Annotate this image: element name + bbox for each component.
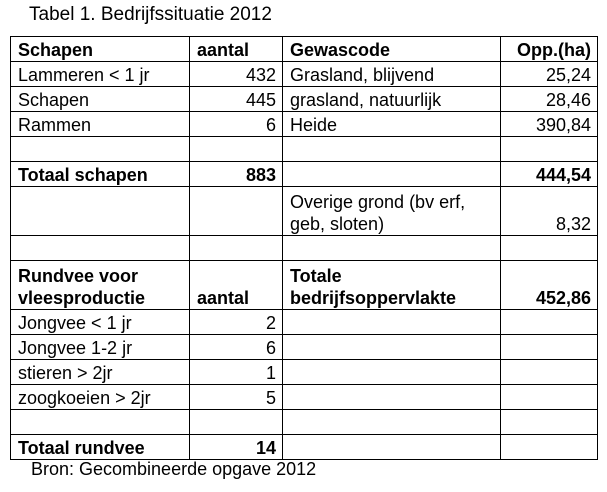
other-land-area: 8,32 [501, 187, 598, 236]
animal-cell: Rammen [11, 112, 190, 137]
total-sheep-count: 883 [190, 162, 283, 187]
empty-cell [501, 310, 598, 335]
table-header-row-cattle [11, 261, 598, 310]
table-row-empty [11, 410, 598, 435]
animal-cell: stieren > 2jr [11, 360, 190, 385]
empty-cell [501, 335, 598, 360]
source-note: Bron: Gecombineerde opgave 2012 [31, 459, 317, 479]
empty-cell [501, 385, 598, 410]
table-row [11, 87, 598, 112]
table-row [11, 385, 598, 410]
empty-cell [283, 137, 501, 162]
animal-cell: Schapen [11, 87, 190, 112]
area-cell: 25,24 [501, 62, 598, 87]
total-sheep-label: Totaal schapen [11, 162, 190, 187]
total-cattle-label: Totaal rundvee [11, 435, 190, 460]
table-row [11, 112, 598, 137]
total-farm-area-value: 452,86 [501, 261, 598, 310]
table-row [11, 310, 598, 335]
count-cell: 1 [190, 360, 283, 385]
empty-cell [501, 137, 598, 162]
table-row-empty [11, 236, 598, 261]
header-crop-code: Gewascode [283, 37, 501, 62]
empty-cell [11, 410, 190, 435]
empty-cell [11, 236, 190, 261]
count-cell: 432 [190, 62, 283, 87]
header-cattle: Rundvee voor vleesproductie [11, 261, 190, 310]
crop-cell: grasland, natuurlijk [283, 87, 501, 112]
header-sheep: Schapen [11, 37, 190, 62]
animal-cell: Lammeren < 1 jr [11, 62, 190, 87]
empty-cell [501, 236, 598, 261]
table-row [11, 360, 598, 385]
empty-cell [283, 410, 501, 435]
empty-cell [283, 335, 501, 360]
count-cell: 6 [190, 335, 283, 360]
table-row-total-sheep [11, 162, 598, 187]
animal-cell: Jongvee < 1 jr [11, 310, 190, 335]
empty-cell [190, 236, 283, 261]
table-header-row [11, 37, 598, 62]
table-row [11, 62, 598, 87]
header-area: Opp.(ha) [501, 37, 598, 62]
count-cell: 2 [190, 310, 283, 335]
empty-cell [283, 162, 501, 187]
empty-cell [501, 360, 598, 385]
count-cell: 445 [190, 87, 283, 112]
empty-cell [190, 187, 283, 236]
empty-cell [283, 360, 501, 385]
header-count-cattle: aantal [190, 261, 283, 310]
empty-cell [501, 410, 598, 435]
farm-situation-table [10, 36, 598, 460]
crop-cell: Heide [283, 112, 501, 137]
table-row-total-cattle [11, 435, 598, 460]
empty-cell [283, 435, 501, 460]
count-cell: 6 [190, 112, 283, 137]
total-farm-area-label: Totale bedrijfsoppervlakte [283, 261, 501, 310]
empty-cell [283, 310, 501, 335]
table-row-empty [11, 137, 598, 162]
header-count: aantal [190, 37, 283, 62]
crop-cell: Grasland, blijvend [283, 62, 501, 87]
table-row [11, 335, 598, 360]
area-cell: 28,46 [501, 87, 598, 112]
empty-cell [11, 187, 190, 236]
other-land-label: Overige grond (bv erf, geb, sloten) [283, 187, 501, 236]
count-cell: 5 [190, 385, 283, 410]
table-row-other-land [11, 187, 598, 236]
empty-cell [501, 435, 598, 460]
animal-cell: zoogkoeien > 2jr [11, 385, 190, 410]
empty-cell [190, 137, 283, 162]
empty-cell [11, 137, 190, 162]
animal-cell: Jongvee 1-2 jr [11, 335, 190, 360]
empty-cell [283, 385, 501, 410]
table-caption: Tabel 1. Bedrijfssituatie 2012 [29, 4, 272, 25]
empty-cell [190, 410, 283, 435]
empty-cell [283, 236, 501, 261]
total-cattle-count: 14 [190, 435, 283, 460]
area-cell: 390,84 [501, 112, 598, 137]
total-area-subtotal: 444,54 [501, 162, 598, 187]
